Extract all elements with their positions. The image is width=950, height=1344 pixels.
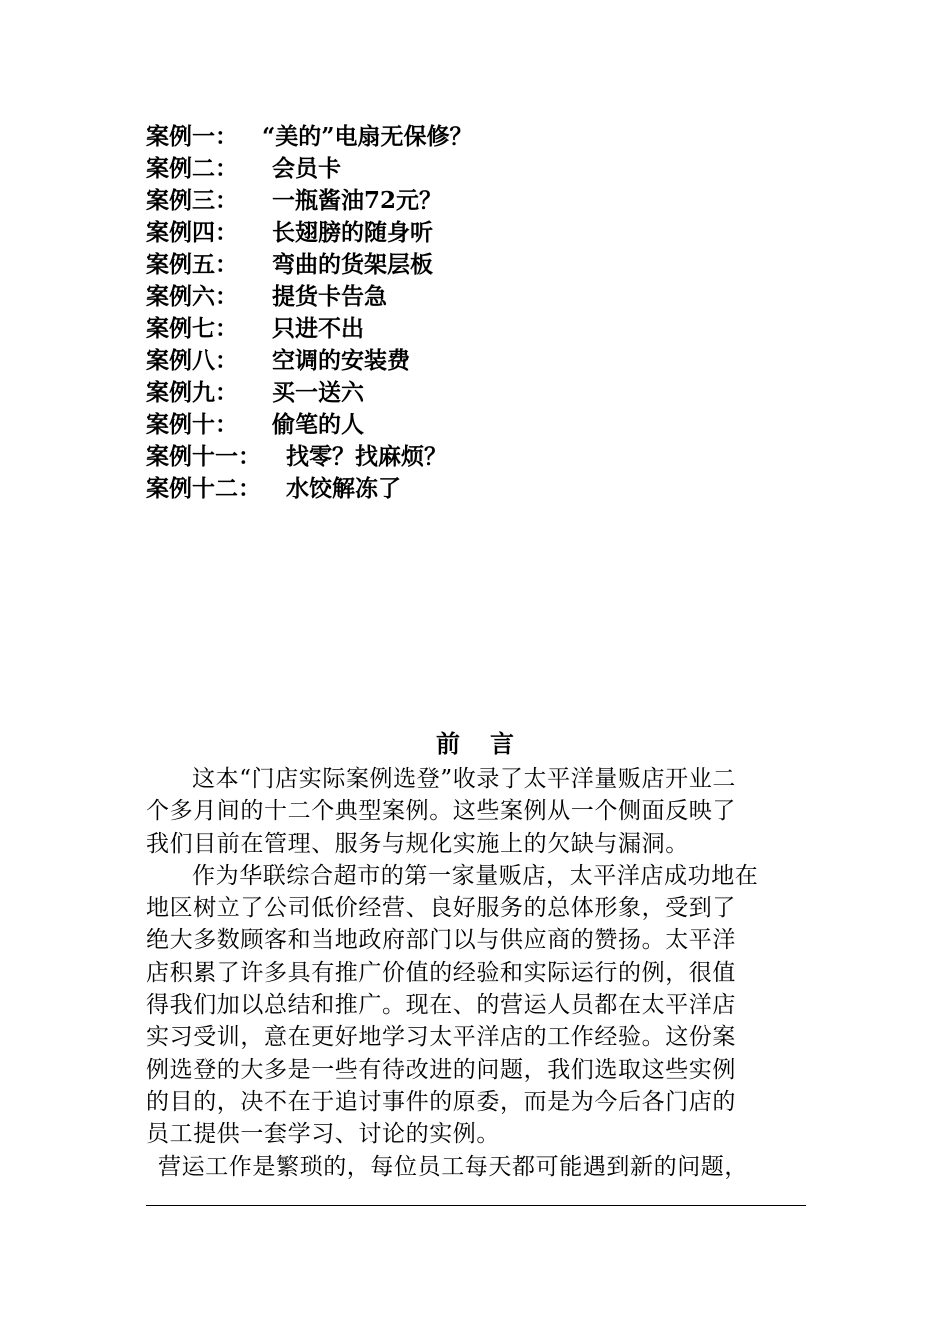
preface-line: 店积累了许多具有推广价值的经验和实际运行的例，很值 <box>146 959 736 986</box>
toc-item <box>146 473 746 505</box>
toc-item <box>146 185 746 217</box>
toc-item-title: 找零？找麻烦？ <box>286 443 447 470</box>
toc-item-label: 案例九： <box>146 379 238 406</box>
toc-item <box>146 249 746 281</box>
toc-item-label: 案例十二： <box>146 475 261 502</box>
preface-line: 我们目前在管理、服务与规化实施上的欠缺与漏洞。 <box>146 830 689 857</box>
toc-item-title: 偷笔的人 <box>272 411 364 438</box>
toc-item-label: 案例四： <box>146 219 238 246</box>
preface-body <box>146 763 806 1183</box>
toc-item-title: 长翅膀的随身听 <box>272 219 433 246</box>
toc-item-title: 空调的安装费 <box>272 347 410 374</box>
toc-item <box>146 217 746 249</box>
preface-paragraph <box>146 1151 806 1183</box>
toc-item-label: 案例一： <box>146 123 238 150</box>
preface-line: 员工提供一套学习、讨论的实例。 <box>146 1121 500 1148</box>
toc-item-title: 一瓶酱油72元？ <box>272 187 443 214</box>
toc-item <box>146 409 746 441</box>
preface-line: 例选登的大多是一些有待改进的问题，我们选取这些实例 <box>146 1056 736 1083</box>
toc-item <box>146 153 746 185</box>
toc-item <box>146 121 746 153</box>
page-bottom-rule <box>146 1205 806 1206</box>
toc-item <box>146 281 746 313</box>
preface-line: 个多月间的十二个典型案例。这些案例从一个侧面反映了 <box>146 798 736 825</box>
toc-item-title: 买一送六 <box>272 379 364 406</box>
toc-item-label: 案例八： <box>146 347 238 374</box>
preface-line: 绝大多数顾客和当地政府部门以与供应商的赞扬。太平洋 <box>146 927 736 954</box>
preface-line: 的目的，决不在于追讨事件的原委，而是为今后各门店的 <box>146 1088 736 1115</box>
preface-line: 实习受训，意在更好地学习太平洋店的工作经验。这份案 <box>146 1024 736 1051</box>
preface-line: 得我们加以总结和推广。现在、的营运人员都在太平洋店 <box>146 992 736 1019</box>
toc-item <box>146 313 746 345</box>
toc-item <box>146 345 746 377</box>
toc-item-label: 案例十： <box>146 411 238 438</box>
toc-item-title: 水饺解冻了 <box>286 475 401 502</box>
toc-item <box>146 441 746 473</box>
preface-line: 地区树立了公司低价经营、良好服务的总体形象，受到了 <box>146 895 736 922</box>
toc-item <box>146 377 746 409</box>
toc-item-title: “美的”电扇无保修？ <box>262 123 473 150</box>
toc-item-label: 案例三： <box>146 187 238 214</box>
table-of-contents <box>146 121 746 505</box>
preface-paragraph <box>146 763 806 860</box>
toc-item-label: 案例六： <box>146 283 238 310</box>
preface-heading: 前言 <box>436 729 544 758</box>
toc-item-label: 案例五： <box>146 251 238 278</box>
toc-item-label: 案例七： <box>146 315 238 342</box>
preface-paragraph <box>146 860 806 1151</box>
preface-line: 这本“门店实际案例选登”收录了太平洋量贩店开业二 <box>192 766 736 792</box>
preface-line: 作为华联综合超市的第一家量贩店，太平洋店成功地在 <box>192 862 759 889</box>
toc-item-title: 会员卡 <box>272 155 341 182</box>
toc-item-title: 只进不出 <box>272 315 364 342</box>
toc-item-label: 案例二： <box>146 155 238 182</box>
toc-item-label: 案例十一： <box>146 443 261 470</box>
preface-line: 营运工作是繁琐的，每位员工每天都可能遇到新的问题， <box>158 1153 748 1180</box>
toc-item-title: 提货卡告急 <box>272 283 387 310</box>
toc-item-title: 弯曲的货架层板 <box>272 251 433 278</box>
